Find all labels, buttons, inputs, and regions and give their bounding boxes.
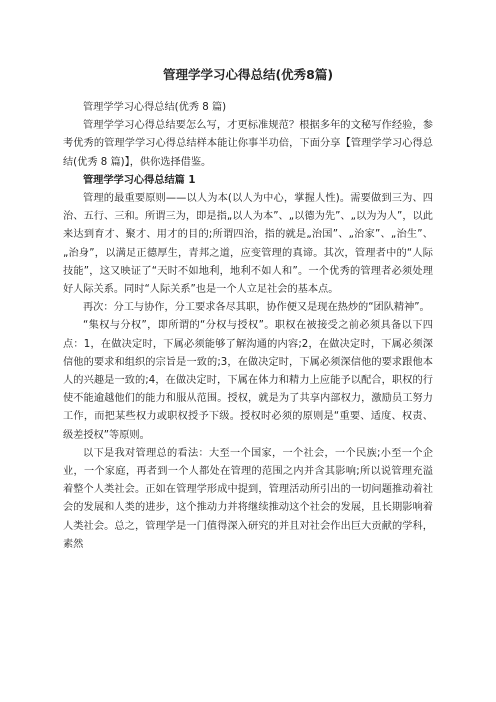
paragraph-intro: 管理学学习心得总结要怎么写，才更标准规范？根据多年的文秘写作经验，参考优秀的管理学学习心得总结样本能让你事半功倍，下面分享【管理学学习心得总结(优秀 8 篇)】，供你选择借鉴。 [63,120,433,168]
paragraph-body-4: 以下是我对管理总的看法：大至一个国家，一个社会，一个民族;小至一个企业，一个家庭，再者到一个人都处在管理的范围之内并含其影响;所以说管理充溢着整个人类社会。正如在管理学形成中提到，管理活动所引出的一切问题推动着社会的发展和人类的进步，这个推动力并将继续推动这个社会的发展，且长期影响着人类社会。总之，管理学是一门值得深入研究的并且对社会作出巨大贡献的学科，素然 [63,447,433,550]
section-heading: 管理学学习心得总结篇 1 [83,174,196,186]
paragraph-subtitle: 管理学学习心得总结(优秀 8 篇) [83,102,227,113]
document-title: 管理学学习心得总结(优秀8篇) [162,67,334,82]
paragraph-body-2: 再次：分工与协作，分工要求各尽其职，协作便又是现在热炒的“团队精神”。 [83,302,430,314]
paragraph-body-3: “集权与分权”，即所谓的“分权与授权”。职权在被接受之前必须具备以下四点：1，在做决定时，下属必须能够了解沟通的内容;2，在做决定时，下属必须深信他的要求和组织的宗旨是一致的;3，在做决定时，下属必须深信他的要求跟他本人的兴趣是一致的;4，在做决定时，下属在体力和精力上应能予以配合，职权的行使不能逾越他们的能力和服从范围。授权，就是为了共享内部权力，激励员工努力工作，而把某些权力或职权授予下级。授权时必须的原则是“重要、适度、权责、级差授权”等原则。 [63,320,433,441]
paragraph-body-1: 管理的最重要原则——以人为本(以人为中心，掌握人性)。需要做到三为、四治、五行、三和。所谓三为，即是指„以人为本”、„以德为先”、„以为为人”，以此来达到育才、聚才、用才的目的;所谓四治，指的就是„治国”、„治家”、„治生”、„治身”，以满足正德厚生，青邦之道，应变管理的真谛。其次，管理者中的“人际技能”，这又映证了“天时不如地利，地利不如人和”。一个优秀的管理者必须处理好人际关系。同时“人际关系”也是一个人立足社会的基本点。 [63,193,433,296]
